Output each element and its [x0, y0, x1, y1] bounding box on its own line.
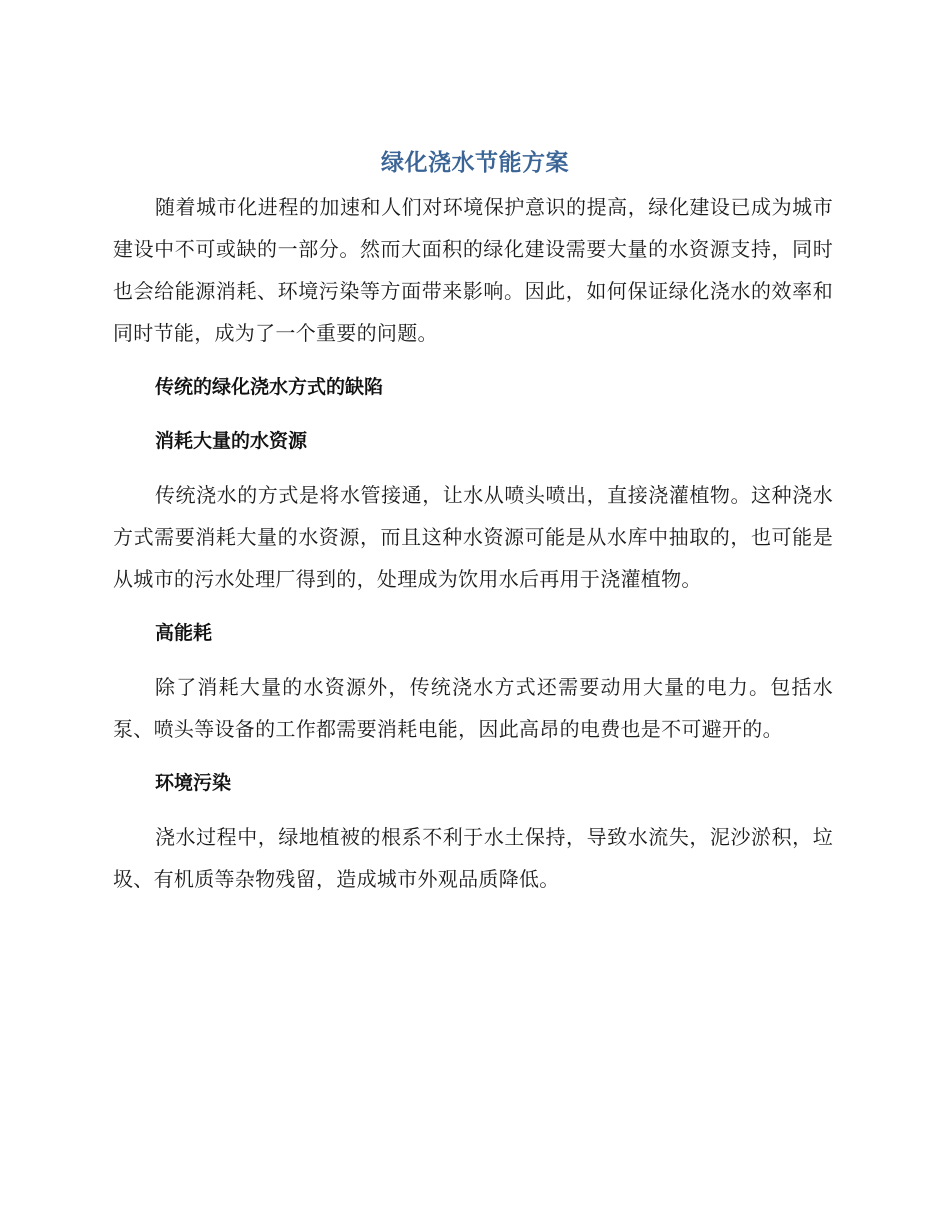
document-body [113, 186, 833, 900]
subsection-heading-water: 消耗大量的水资源 [155, 430, 308, 452]
subsection-body-energy: 除了消耗大量的水资源外，传统浇水方式还需要动用大量的电力。包括水泵、喷头等设备的工作都需要消耗电能，因此高昂的电费也是不可避开的。 [113, 675, 833, 741]
subsection-body-pollution: 浇水过程中，绿地植被的根系不利于水土保持，导致水流失，泥沙淤积，垃圾、有机质等杂物残留，造成城市外观品质降低。 [113, 825, 833, 891]
subsection-body-water: 传统浇水的方式是将水管接通，让水从喷头喷出，直接浇灌植物。这种浇水方式需要消耗大量的水资源，而且这种水资源可能是从水库中抽取的，也可能是从城市的污水处理厂得到的，处理成为饮用水后再用于浇灌植物。 [113, 483, 833, 591]
intro-paragraph: 随着城市化进程的加速和人们对环境保护意识的提高，绿化建设已成为城市建设中不可或缺的一部分。然而大面积的绿化建设需要大量的水资源支持，同时也会给能源消耗、环境污染等方面带来影响。因此，如何保证绿化浇水的效率和同时节能，成为了一个重要的问题。 [113, 195, 833, 345]
document-title: 绿化浇水节能方案 [381, 150, 569, 176]
subsection-heading-pollution: 环境污染 [155, 772, 232, 794]
section-heading: 传统的绿化浇水方式的缺陷 [155, 376, 384, 398]
subsection-heading-energy: 高能耗 [155, 622, 213, 644]
